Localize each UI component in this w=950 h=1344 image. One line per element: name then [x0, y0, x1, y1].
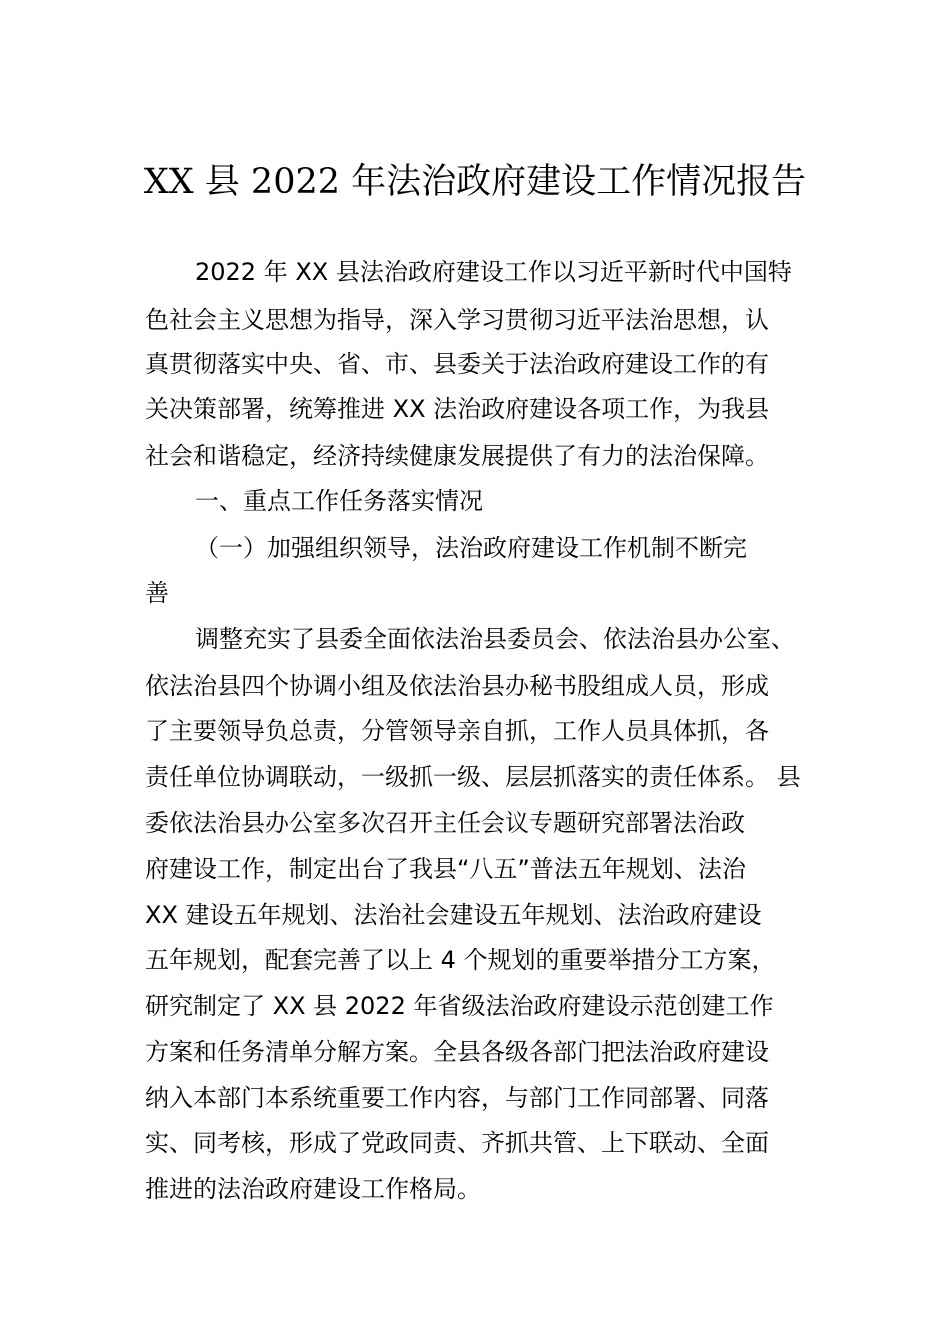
para-2-line-5: 委依法治县办公室多次召开主任会议专题研究部署法治政 — [145, 809, 745, 837]
para-2-line-11: 纳入本部门本系统重要工作内容，与部门工作同部署、同落 — [145, 1084, 769, 1112]
para-2-line-2: 依法治县四个协调小组及依法治县办秘书股组成人员，形成 — [145, 672, 769, 700]
para-1-line-1: 2022 年 XX 县法治政府建设工作以习近平新时代中国特 — [195, 258, 792, 286]
para-2-line-1: 调整充实了县委全面依法治县委员会、依法治县办公室、 — [195, 625, 795, 653]
para-1-line-2: 色社会主义思想为指导，深入学习贯彻习近平法治思想，认 — [145, 306, 769, 334]
para-2-line-10: 方案和任务清单分解方案。全县各级各部门把法治政府建设 — [145, 1038, 769, 1066]
para-2-line-3: 了主要领导负总责，分管领导亲自抓，工作人员具体抓，各 — [145, 717, 769, 745]
subsection-heading-1-line-2: 善 — [145, 579, 169, 607]
subsection-heading-1-line-1: （一）加强组织领导，法治政府建设工作机制不断完 — [195, 534, 747, 562]
para-2-line-9: 研究制定了 XX 县 2022 年省级法治政府建设示范创建工作 — [145, 992, 774, 1020]
para-2-line-7: XX 建设五年规划、法治社会建设五年规划、法治政府建设 — [145, 901, 762, 929]
para-1-line-4: 关决策部署，统筹推进 XX 法治政府建设各项工作，为我县 — [145, 395, 770, 423]
document-title: XX 县 2022 年法治政府建设工作情况报告 — [143, 162, 807, 202]
section-heading-1: 一、重点工作任务落实情况 — [195, 487, 483, 515]
para-2-line-6: 府建设工作，制定出台了我县“八五”普法五年规划、法治 — [145, 855, 746, 883]
para-1-line-3: 真贯彻落实中央、省、市、县委关于法治政府建设工作的有 — [145, 350, 769, 378]
para-1-line-5: 社会和谐稳定，经济持续健康发展提供了有力的法治保障。 — [145, 442, 769, 470]
para-2-line-12: 实、同考核，形成了党政同责、齐抓共管、上下联动、全面 — [145, 1129, 769, 1157]
para-2-line-4: 责任单位协调联动，一级抓一级、层层抓落实的责任体系。 县 — [145, 763, 801, 791]
para-2-line-8: 五年规划，配套完善了以上 4 个规划的重要举措分工方案， — [145, 946, 776, 974]
para-2-line-13: 推进的法治政府建设工作格局。 — [145, 1175, 481, 1203]
